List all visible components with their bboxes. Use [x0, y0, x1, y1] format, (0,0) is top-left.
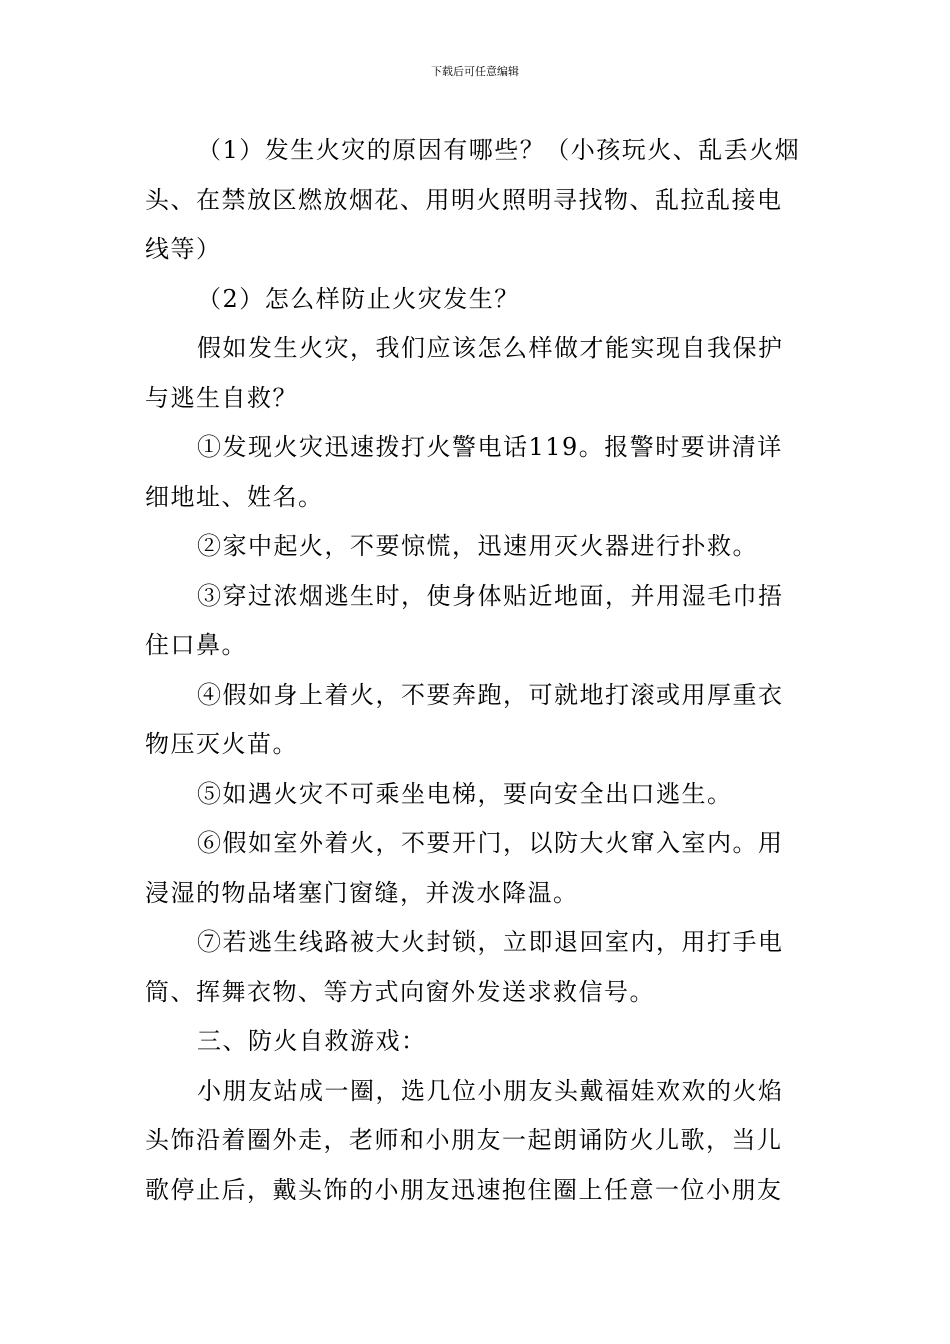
document-body [145, 126, 807, 1215]
list-item-outside-fire: ⑥假如室外着火，不要开门，以防大火窜入室内。用浸湿的物品堵塞门窗缝，并泼水降温。 [145, 829, 784, 907]
paragraph-fire-prevention: （2）怎么样防止火灾发生？ [197, 284, 520, 313]
paragraph-self-protection: 假如发生火灾，我们应该怎么样做才能实现自我保护与逃生自救？ [145, 334, 784, 412]
list-item-smoke-escape: ③穿过浓烟逃生时，使身体贴近地面，并用湿毛巾捂住口鼻。 [145, 581, 784, 659]
list-item-no-elevator: ⑤如遇火灾不可乘坐电梯，要向安全出口逃生。 [197, 779, 733, 808]
page-header: 下载后可任意编辑 [431, 65, 519, 78]
list-item-extinguisher: ②家中起火，不要惊慌，迅速用灭火器进行扑救。 [197, 532, 758, 560]
list-item-call-119: ①发现火灾迅速拨打火警电话119。报警时要讲清详细地址、姓名。 [145, 433, 783, 511]
list-item-signal-help: ⑦若逃生线路被大火封锁，立即退回室内，用打手电筒、挥舞衣物、等方式向窗外发送求救信号。 [145, 928, 784, 1006]
list-item-clothes-on-fire: ④假如身上着火，不要奔跑，可就地打滚或用厚重衣物压灭火苗。 [145, 680, 784, 758]
paragraph-fire-causes: （1）发生火灾的原因有哪些？（小孩玩火、乱丢火烟头、在禁放区燃放烟花、用明火照明寻找物、乱拉乱接电线等） [145, 136, 801, 263]
section-heading-game: 三、防火自救游戏： [197, 1027, 427, 1055]
paragraph-game-description: 小朋友站成一圈，选几位小朋友头戴福娃欢欢的火焰头饰沿着圈外走，老师和小朋友一起朗诵防火儿歌，当儿歌停止后，戴头饰的小朋友迅速抱住圈上任意一位小朋友 [145, 1076, 784, 1204]
